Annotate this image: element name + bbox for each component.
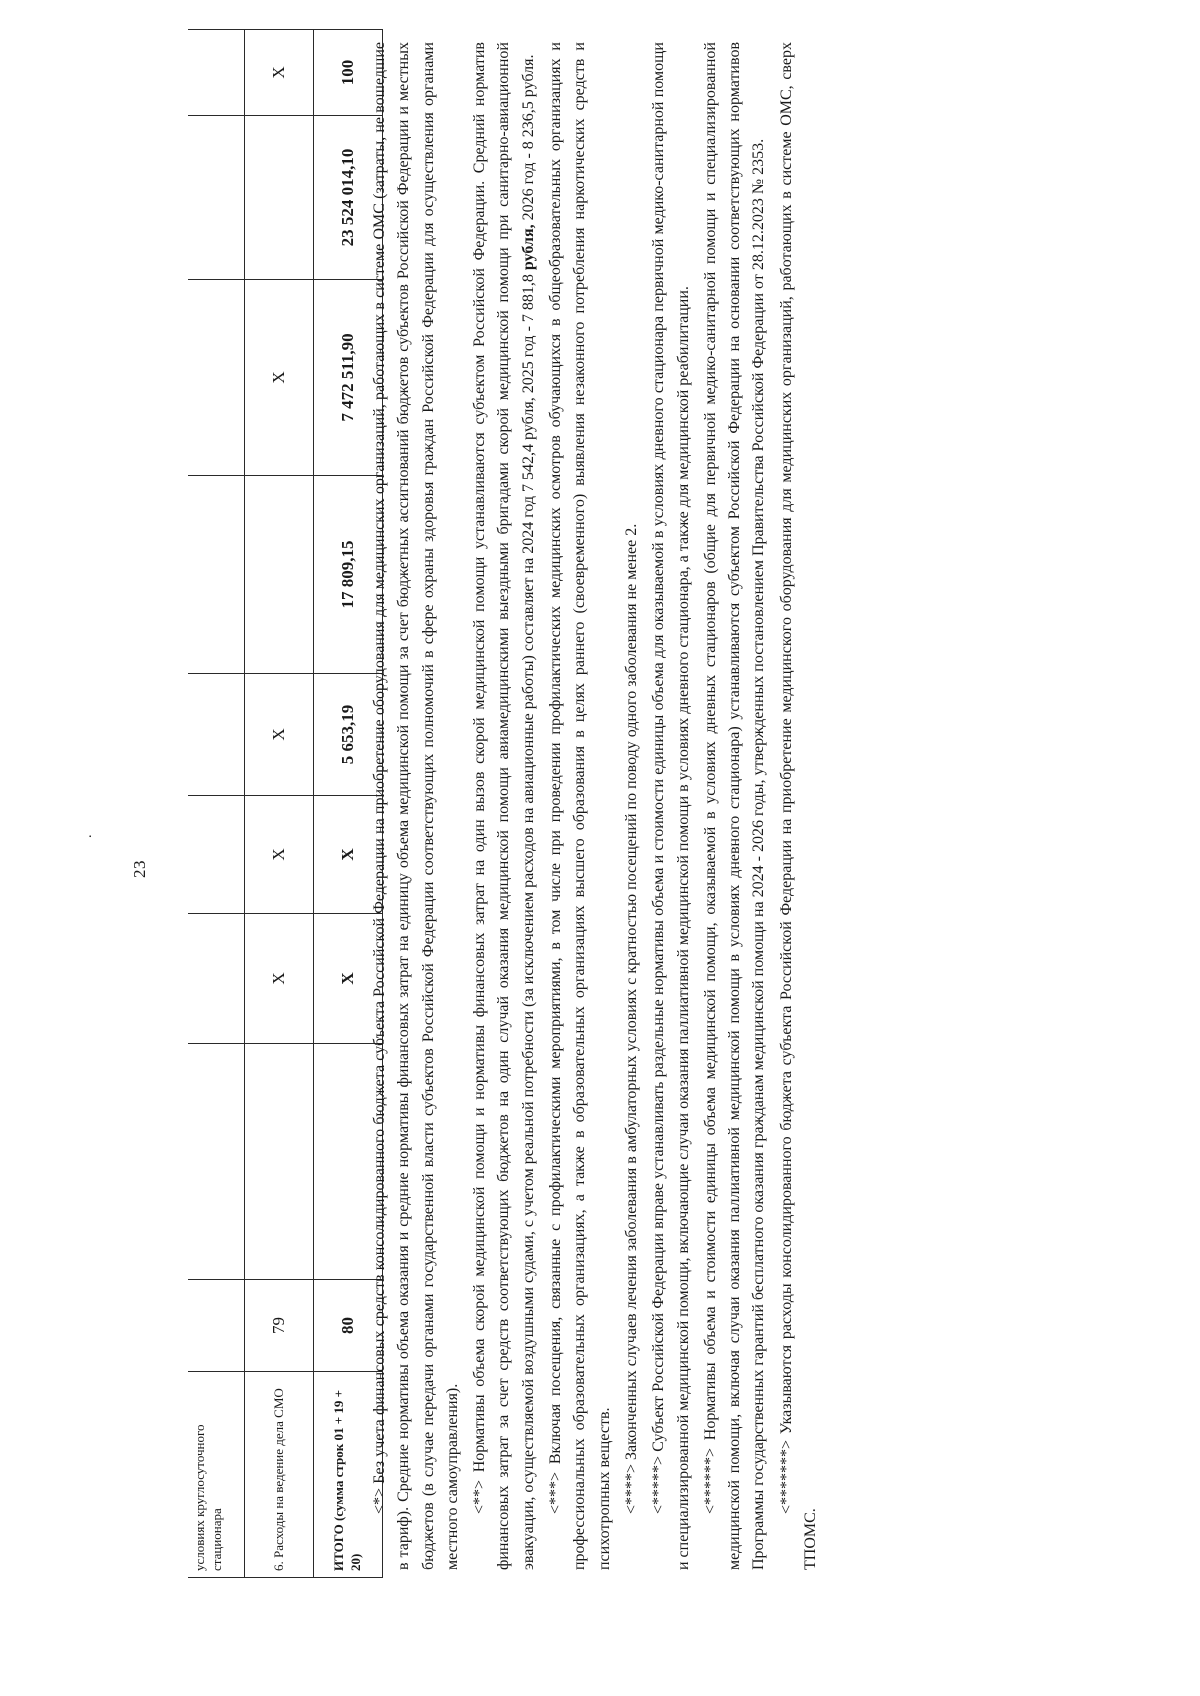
table-cell (188, 30, 245, 116)
table-cell (188, 1044, 245, 1280)
footnotes (368, 42, 826, 1570)
table-cell: 23 524 014,10 (314, 116, 383, 280)
table-cell: 17 809,15 (314, 476, 383, 674)
table-cell: 7 472 511,90 (314, 280, 383, 476)
footnote-2-bold: рубля, (519, 224, 537, 271)
row-label: ИТОГО (сумма строк 01 + 19 + 20) (314, 1372, 383, 1578)
row-label: условиях круглосуточного стационара (188, 1372, 245, 1578)
footnote-5: <*****> Субъект Российской Федерации вправе устанавливать раздельные нормативы объема и стоимости единицы объема для оказываемой в условиях дневного стационара первичной медико-санитарной помощи и специализированной медицинской помощи, включающие случаи оказания паллиативной медицинской помощи в условиях дневного стационара, а также для медицинской реабилитации. (650, 42, 692, 1570)
footnote-2-text: <**> Нормативы объема скорой медицинской помощи и нормативы финансовых затрат на один вызов скорой медицинской помощи устанавливаются субъектом Российской Федерации. Средний норматив финансовых затрат за счет средств соответствующих бюджетов на один случай оказания медицинской помощи авиамедицинскими выездными бригадами скорой медицинской помощи при санитарно-авиационной эвакуации, осуществляемой воздушными судами, с учетом реальной потребности (за исключением расходов на авиационные работы) составляет на 2024 год 7 542,4 рубля, 2025 год - 7 881,8 (471, 42, 537, 1570)
table-row (245, 30, 314, 1578)
table-cell: 100 (314, 30, 383, 116)
table-cell (245, 476, 314, 674)
footnote-1: <*> Без учета финансовых средств консолидированного бюджета субъекта Российской Федерации на приобретение оборудования для медицинских организаций, работающих в системе ОМС (затраты, не вошедшие в тариф). Средние нормативы объема оказания и средние нормативы финансовых затрат на единицу объема медицинской помощи за счет бюджетных ассигнований бюджетов субъектов Российской Федерации и местных бюджетов (в случае передачи органами государственной власти субъектов Российской Федерации соответствующих полномочий в сфере охраны здоровья граждан Российской Федерации для осуществления органами местного самоуправления). (371, 42, 461, 1570)
table-cell: 79 (245, 1280, 314, 1372)
table-cell (188, 476, 245, 674)
page-number: 23 (130, 860, 149, 878)
table-cell: Х (245, 674, 314, 796)
page-dot: . (80, 834, 95, 838)
footnote-2-tail: 2026 год - 8 236,5 рубля. (519, 54, 537, 225)
table-cell: Х (245, 796, 314, 914)
table-cell: Х (245, 914, 314, 1044)
footnote-6: <******> Нормативы объема и стоимости единицы объема медицинской помощи, оказываемой в условиях дневных стационаров (общие для первичной медико-санитарной помощи и специализированной медицинской помощи, включая случаи оказания паллиативной медицинской помощи в условиях дневного стационара) устанавливаются субъектом Российской Федерации на основании соответствующих нормативов Программы государственных гарантий бесплатного оказания гражданам медицинской помощи на 2024 - 2026 годы, утвержденных постановлением Правительства Российской Федерации от 28.12.2023 № 2353. (701, 42, 768, 1570)
footnote-4: <****> Законченных случаев лечения заболевания в амбулаторных условиях с кратностью посещений по поводу одного заболевания не менее 2. (622, 523, 640, 1514)
table-cell (188, 674, 245, 796)
table-cell: Х (245, 280, 314, 476)
footnote-2 (468, 42, 541, 1570)
summary-table (188, 29, 383, 1578)
table-cell: 5 653,19 (314, 674, 383, 796)
table-cell (188, 914, 245, 1044)
footnote-3: <***> Включая посещения, связанные с профилактическими мероприятиями, в том числе при проведении профилактических медицинских осмотров обучающихся в общеобразовательных организациях и профессиональных образовательных организациях, а также в образовательных организациях высшего образования в целях раннего (своевременного) выявления незаконного потребления наркотических средств и психотропных веществ. (547, 42, 613, 1570)
table-cell (188, 116, 245, 280)
row-label: 6. Расходы на ведение дела СМО (245, 1372, 314, 1578)
table-cell (245, 116, 314, 280)
table-cell (188, 1280, 245, 1372)
table-cell (245, 1044, 314, 1280)
table-cell (188, 280, 245, 476)
table-cell (188, 796, 245, 914)
table-cell: Х (314, 796, 383, 914)
table-row (188, 30, 245, 1578)
footnote-7: <*******> Указываются расходы консолидированного бюджета субъекта Российской Федерации на приобретение медицинского оборудования для медицинских организаций, работающих в системе ОМС, сверх ТПОМС. (777, 42, 820, 1570)
table-cell: Х (314, 914, 383, 1044)
table-cell: Х (245, 30, 314, 116)
table-cell: 80 (314, 1280, 383, 1372)
